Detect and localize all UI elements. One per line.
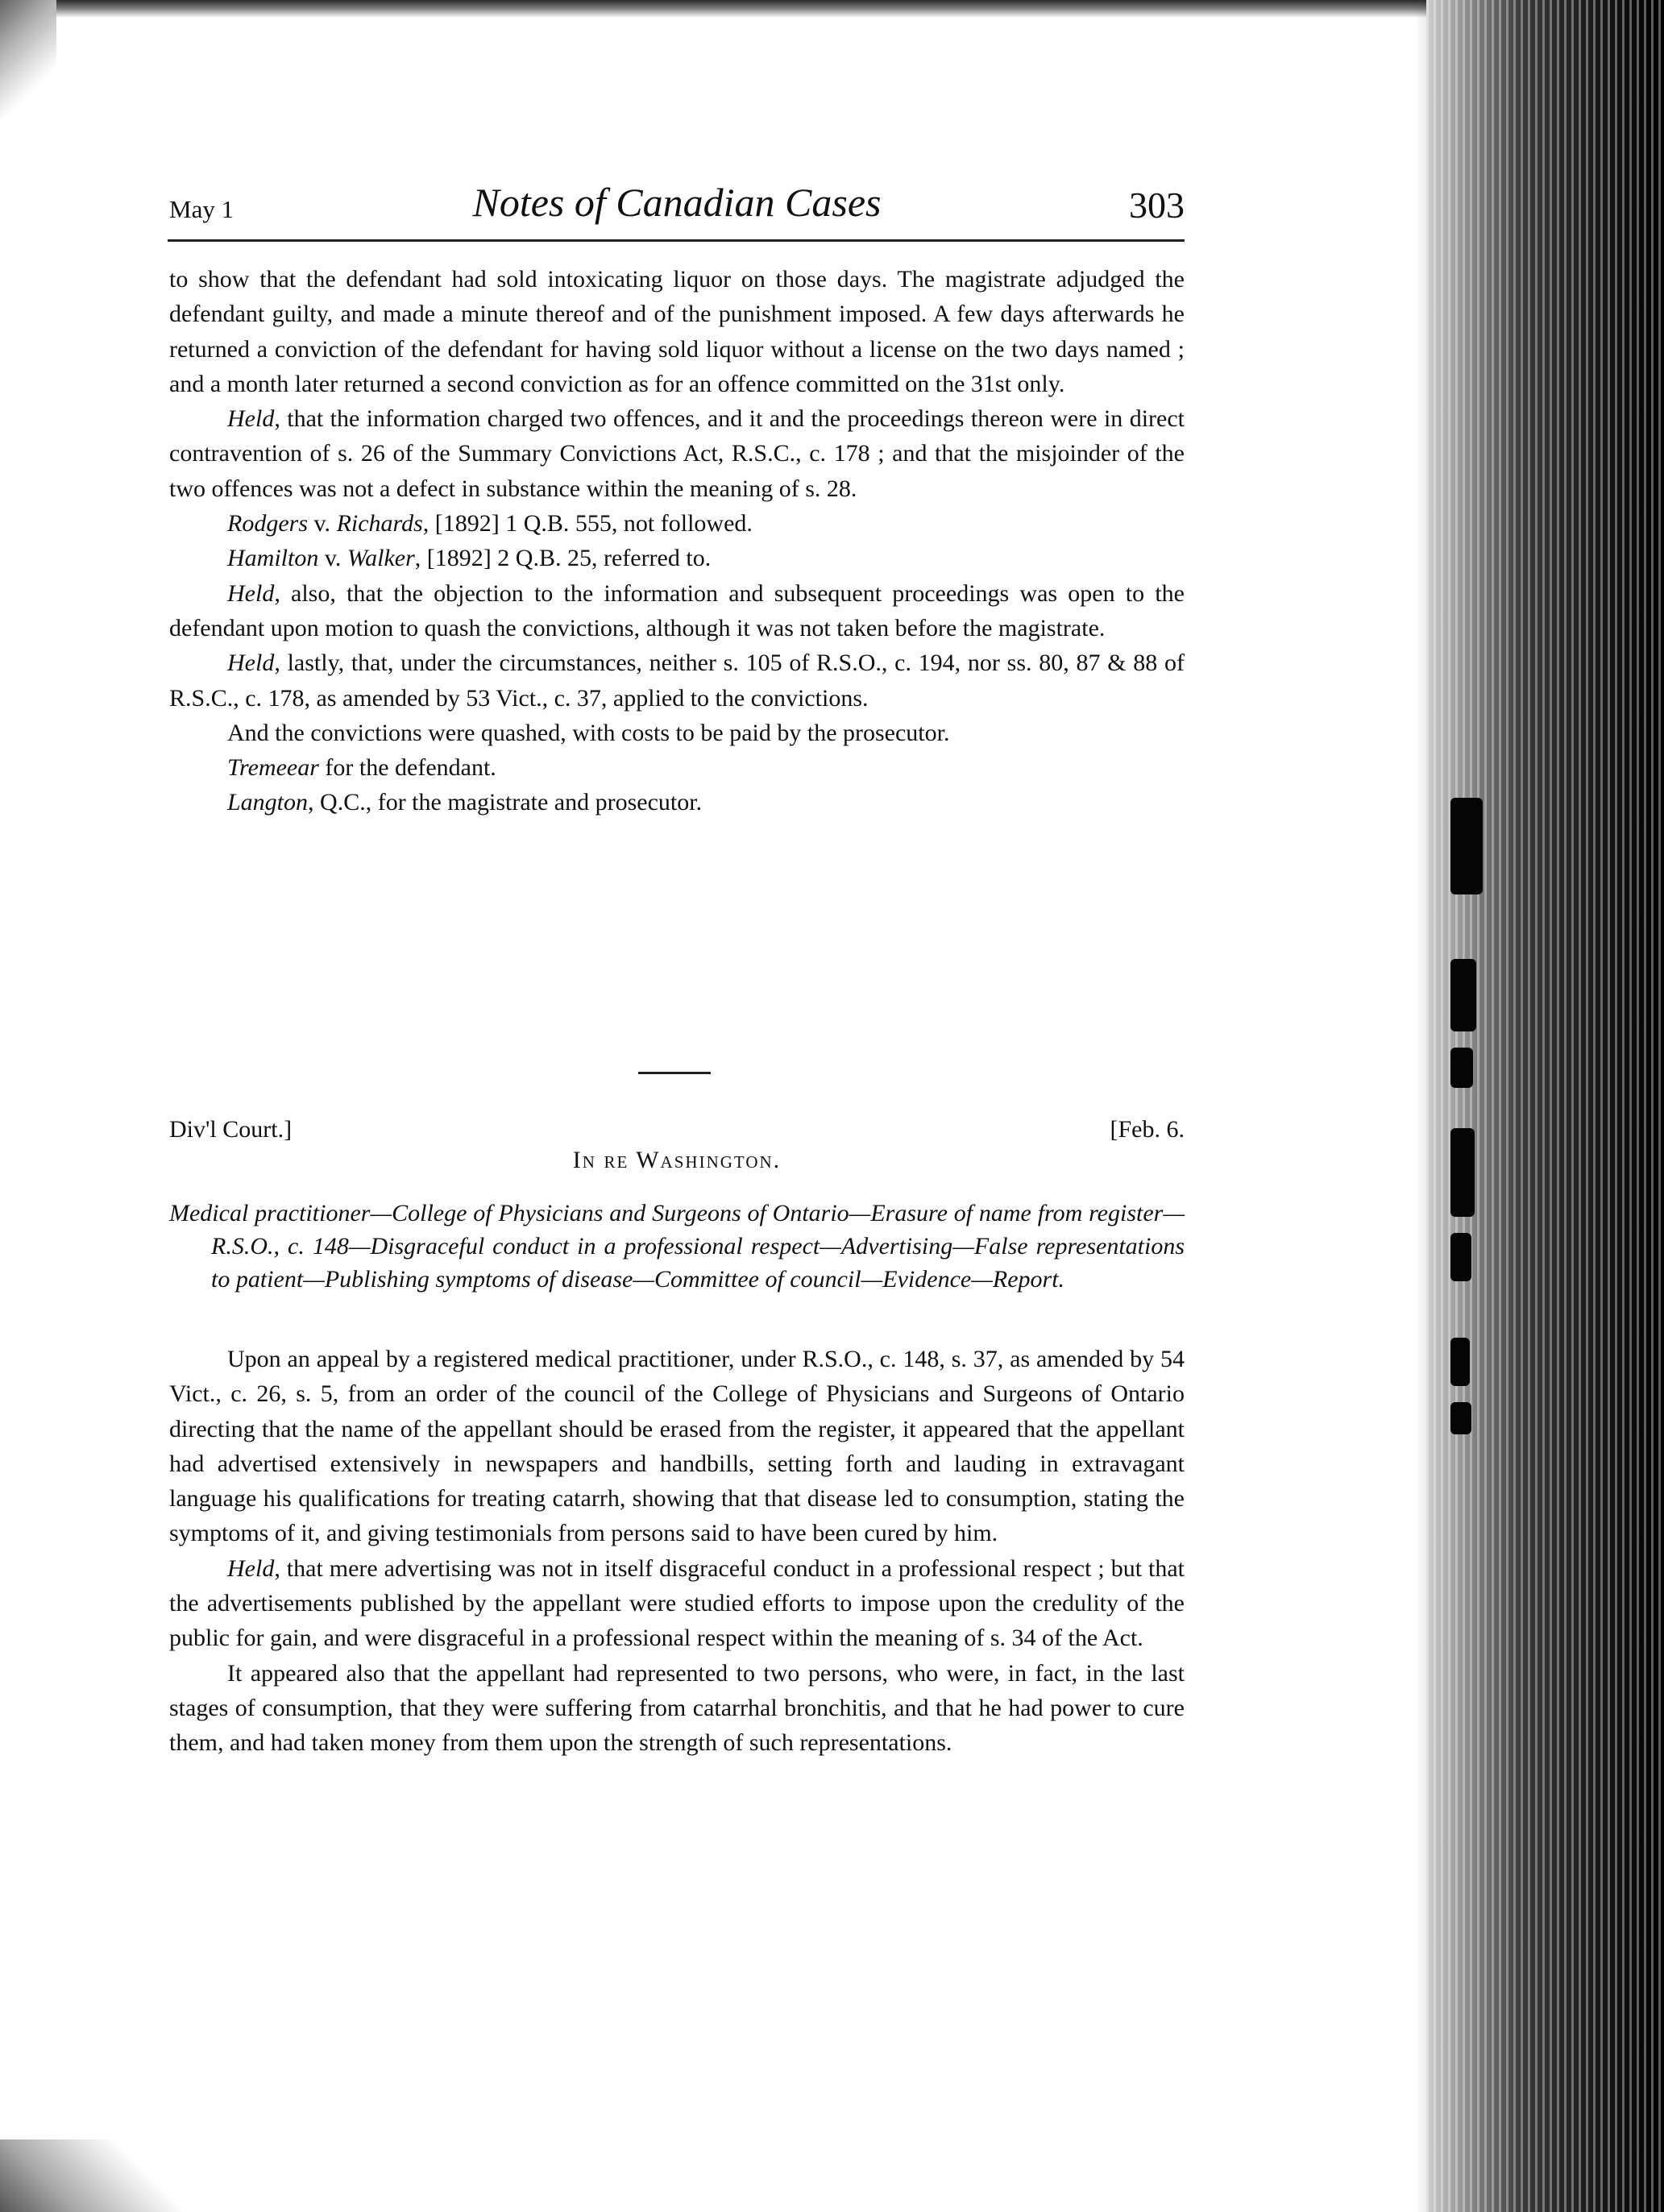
headnote-text: Medical practitioner—College of Physicians and Surgeons of Ontario—Erasure of name from register—R.S.O., c. 148—Disgraceful conduct in a professional respect—Advertising—False representations to patient—Publishing symptoms of disease—Committee of council—Evidence—Report. (169, 1200, 1185, 1293)
report-body-top (169, 262, 1185, 820)
running-head: May 1 (169, 195, 234, 223)
paragraph: Held, that the information charged two offences, and it and the proceedings thereon were in direct contravention of s. 26 of the Summary Convictions Act, R.S.C., c. 178 ; and that the misjoinder of the two offences was not a defect in substance within the meaning of s. 28. (169, 405, 1185, 502)
paragraph: It appeared also that the appellant had represented to two persons, who were, in fact, in the last stages of consumption, that they were suffering from catarrhal bronchitis, and that he had power to cure them, and had taken money from them upon the strength of such representations. (169, 1659, 1185, 1757)
paragraph: to show that the defendant had sold intoxicating liquor on those days. The magistrate adjudged the defendant guilty, and made a minute thereof and of the punishment imposed. A few days afterwards he returned a conviction of the defendant for having sold liquor without a license on the two days named ; and a month later returned a second conviction as for an offence committed on the 31st only. (169, 266, 1185, 397)
scan-shadow-top (0, 0, 1442, 18)
case-title: In re Washington. (572, 1147, 782, 1173)
headnote (169, 1197, 1185, 1296)
header-rule (168, 239, 1185, 242)
paragraph: And the convictions were quashed, with costs to be paid by the prosecutor. (227, 719, 950, 746)
paragraph: Upon an appeal by a registered medical practitioner, under R.S.O., c. 148, s. 37, as amended by 54 Vict., c. 26, s. 5, from an order of the council of the College of Physicians and Surgeons of Ontario directing that the name of the appellant should be erased from the register, it appeared that the appellant had advertised extensively in newspapers and handbills, setting forth and lauding in extravagant language his qualifications for treating catarrh, showing that that disease led to consumption, stating the symptoms of it, and giving testimonials from persons said to have been cured by him. (169, 1346, 1185, 1547)
case-date: [Feb. 6. (1110, 1116, 1185, 1143)
page-number: 303 (1129, 185, 1185, 226)
scan-shadow-bottom (0, 2139, 193, 2212)
page-header (169, 179, 1185, 235)
counsel: Tremeear for the defendant. (227, 754, 496, 782)
citation: Rodgers v. Richards, [1892] 1 Q.B. 555, not followed. (227, 510, 753, 537)
citation: Hamilton v. Walker, [1892] 2 Q.B. 25, referred to. (227, 545, 712, 572)
report-body-bottom (169, 1342, 1185, 1761)
scan-shadow-corner (0, 0, 56, 121)
counsel: Langton, Q.C., for the magistrate and prosecutor. (227, 789, 703, 816)
paragraph: Held, also, that the objection to the information and subsequent proceedings was open to the defendant upon motion to quash the convictions, although it was not taken before the magistrate. (169, 579, 1185, 641)
paragraph-text: , that the information charged two offences, and it and the proceedings thereon were in direct contravention of s. 26 of the Summary Convictions Act, R.S.C., c. 178 ; and that the misjoinder of the two offences was not a defect in substance within the meaning of s. 28. (169, 405, 1185, 502)
court-name: Div'l Court.] (169, 1116, 293, 1143)
section-divider (638, 1072, 711, 1074)
adjacent-page-edge (1426, 0, 1664, 2212)
paragraph: Held, lastly, that, under the circumstances, neither s. 105 of R.S.O., c. 194, nor ss. 80, 87 & 88 of R.S.C., c. 178, as amended by 53 Vict., c. 37, applied to the convictions. (169, 649, 1185, 712)
page-title: Notes of Canadian Cases (472, 180, 882, 225)
paragraph: Held, that mere advertising was not in itself disgraceful conduct in a professional respect ; but that the advertisements published by the appellant were studied efforts to impose upon the credulity of the public for gain, and were disgraceful in a professional respect within the meaning of s. 34 of the Act. (169, 1554, 1185, 1652)
